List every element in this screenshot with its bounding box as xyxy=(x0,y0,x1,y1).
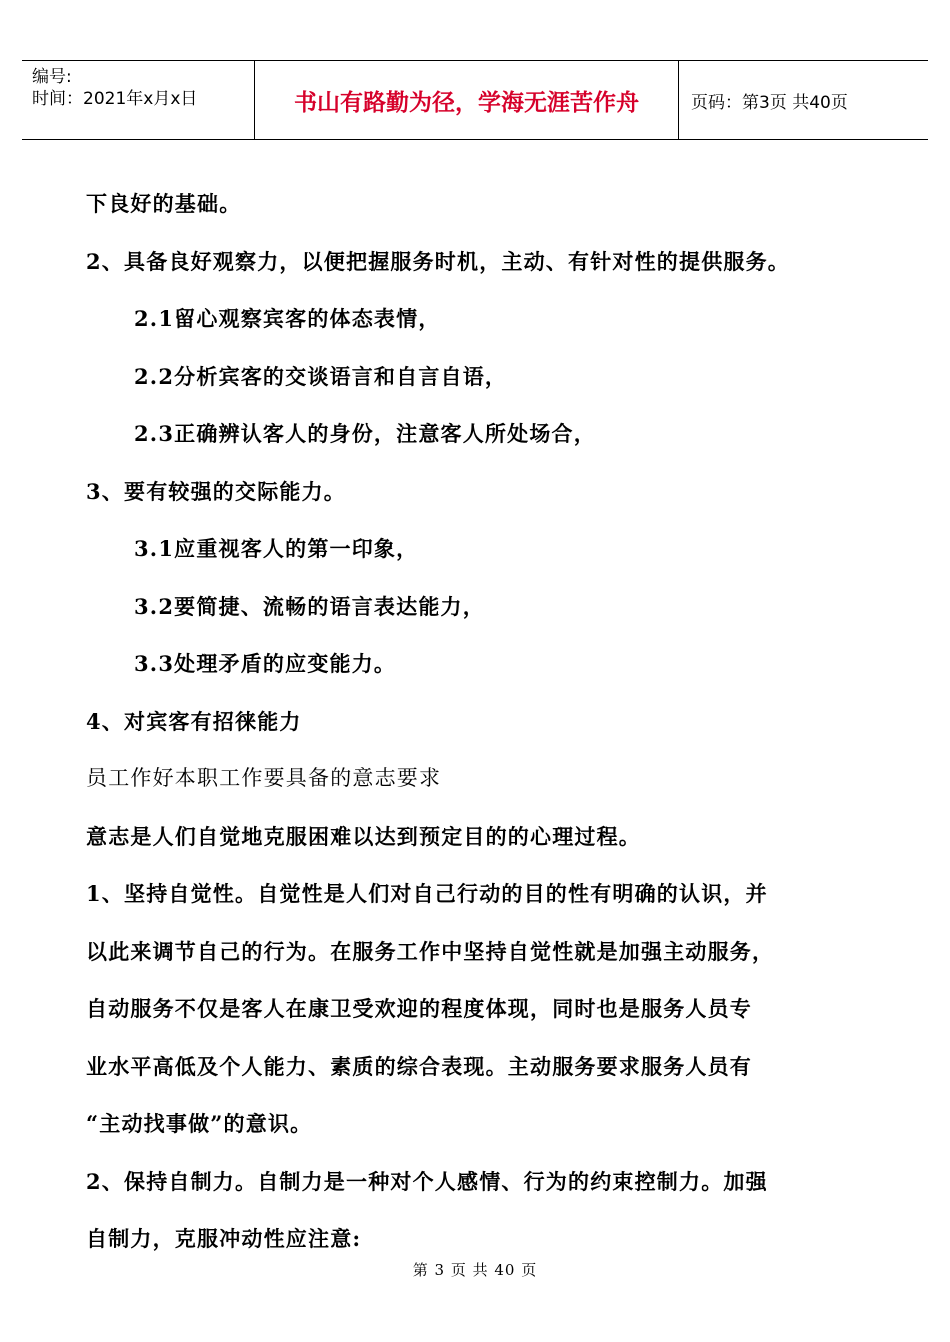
body-line: 2、具备良好观察力，以便把握服务时机，主动、有针对性的提供服务。 xyxy=(86,248,791,274)
body-line: 3.2要简捷、流畅的语言表达能力， xyxy=(134,593,485,619)
page-footer: 第 3 页 共 40 页 xyxy=(412,1261,538,1279)
body-line: 自制力，克服冲动性应注意: xyxy=(86,1226,362,1251)
body-line: 3.3处理矛盾的应变能力。 xyxy=(134,651,397,676)
body-line: 自动服务不仅是客人在康卫受欢迎的程度体现，同时也是服务人员专 xyxy=(86,996,752,1021)
document-number-label: 编号: xyxy=(32,67,72,87)
body-line: 2.3正确辨认客人的身份，注意客人所处场合， xyxy=(134,421,596,446)
body-line: 2.1留心观察宾客的体态表情， xyxy=(134,306,441,331)
header-meta xyxy=(22,61,255,139)
body-line: 2.2分析宾客的交谈语言和自言自语， xyxy=(134,363,508,389)
body-line: 下良好的基础。 xyxy=(86,191,242,216)
body-line: 1、坚持自觉性。自觉性是人们对自己行动的目的性有明确的认识，并 xyxy=(86,881,768,906)
section-heading: 员工作好本职工作要具备的意志要求 xyxy=(86,766,442,790)
body-line: 2、保持自制力。自制力是一种对个人感情、行为的约束控制力。加强 xyxy=(86,1168,768,1194)
header-page-info: 页码：第3页 共40页 xyxy=(691,92,848,113)
body-line: 业水平高低及个人能力、素质的综合表现。主动服务要求服务人员有 xyxy=(86,1053,752,1079)
header-slogan: 书山有路勤为径，学海无涯苦作舟 xyxy=(255,61,679,139)
body-line: 4、对宾客有招徕能力 xyxy=(86,708,302,734)
body-line: 意志是人们自觉地克服困难以达到预定目的的心理过程。 xyxy=(86,823,641,849)
body-line: 以此来调节自己的行为。在服务工作中坚持自觉性就是加强主动服务， xyxy=(86,938,775,964)
document-body xyxy=(86,175,886,1268)
document-time: 时间：2021年x月x日 xyxy=(32,89,198,109)
page-header xyxy=(22,60,928,140)
body-line: 3.1应重视客人的第一印象， xyxy=(134,536,419,561)
body-line: 3、要有较强的交际能力。 xyxy=(86,478,347,504)
body-line: “主动找事做”的意识。 xyxy=(86,1111,313,1136)
